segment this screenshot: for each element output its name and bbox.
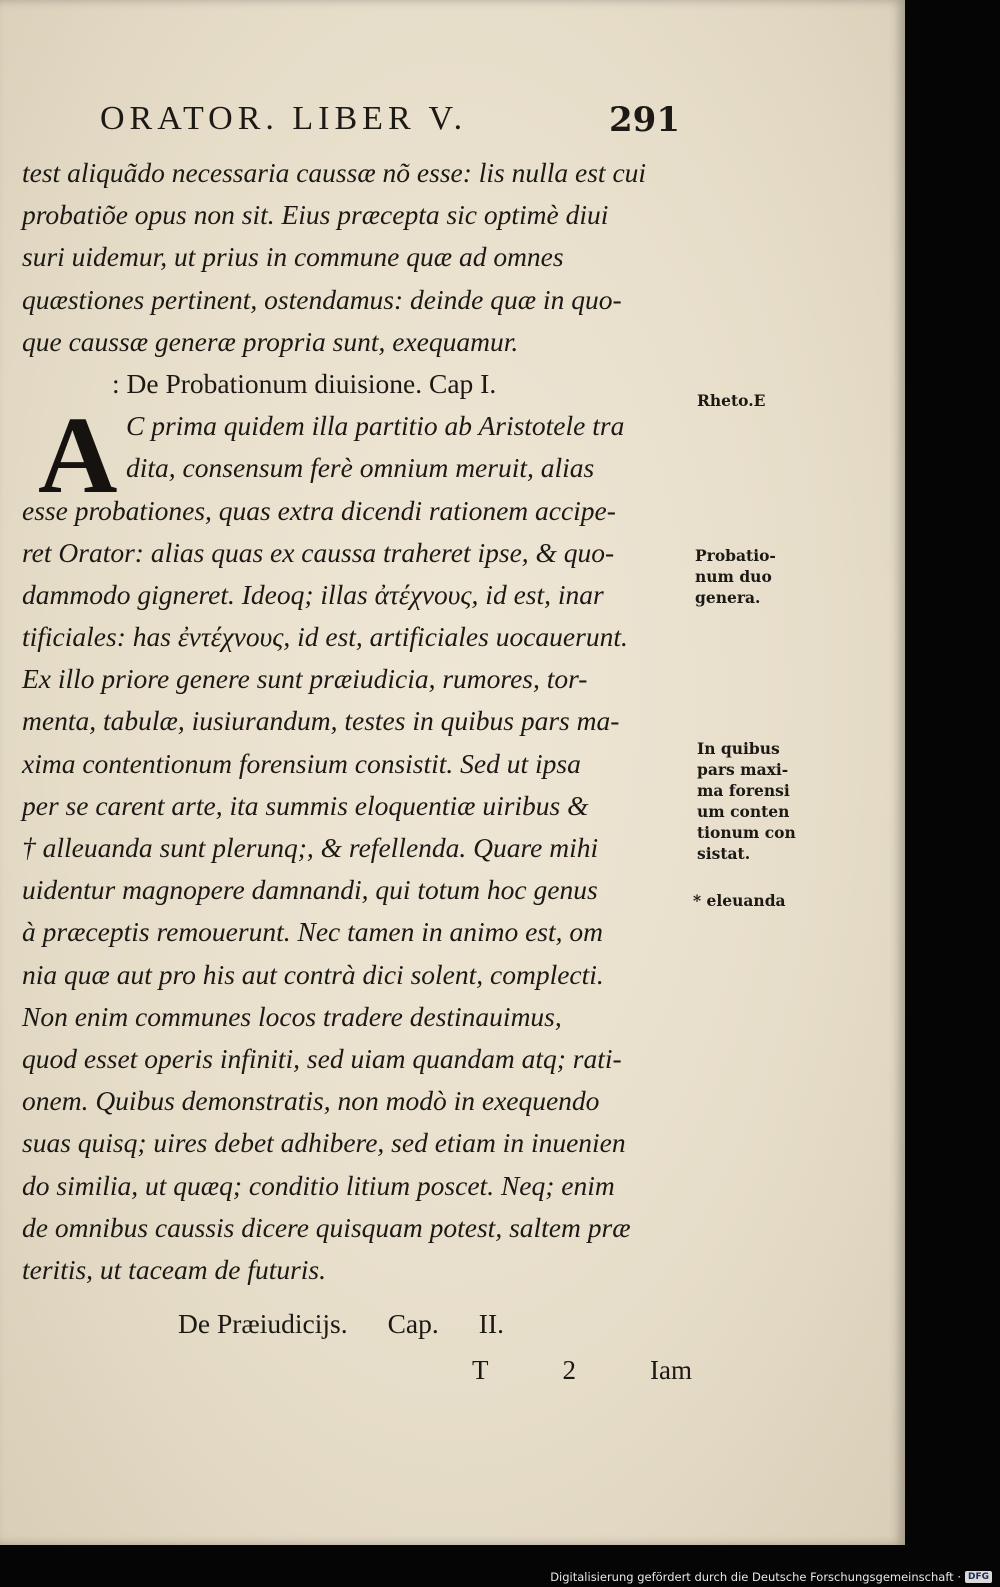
text-line: suas quisq; uires debet adhibere, sed etiam in inuenien (22, 1127, 626, 1159)
running-title: ORATOR. LIBER V. (100, 100, 468, 137)
margin-note-line: tionum con (697, 823, 796, 842)
credit-text: Digitalisierung gefördert durch die Deutsche Forschungsgemeinschaft · (550, 1570, 961, 1584)
text-line: C prima quidem illa partitio ab Aristotele tra (126, 410, 625, 442)
drop-cap-initial: A (38, 394, 118, 516)
margin-note-line: Probatio- (695, 546, 776, 565)
margin-note-alleuanda: * eleuanda (693, 891, 786, 910)
margin-note-rheto: Rheto.E (697, 391, 766, 410)
margin-note-line: num duo (695, 567, 772, 586)
margin-note-line: pars maxi- (697, 760, 789, 779)
text-line: teritis, ut taceam de futuris. (22, 1253, 327, 1285)
text-line: per se carent arte, ita summis eloquentiæ uiribus & (22, 789, 589, 821)
text-line: tificiales: has ἐντέχνους, id est, artificiales uocauerunt. (22, 621, 628, 653)
text-line: menta, tabulæ, iusiurandum, testes in quibus pars ma- (22, 705, 620, 737)
text-line: quod esset operis infiniti, sed uiam quandam atq; rati- (22, 1042, 622, 1074)
text-line: dita, consensum ferè omnium meruit, alias (126, 452, 595, 484)
chapter-number: II. (478, 1308, 504, 1339)
chapter-heading: : De Probationum diuisione. Cap I. (112, 367, 497, 399)
text-line: xima contentionum forensium consistit. Sed ut ipsa (22, 747, 581, 779)
margin-note-in-quibus (697, 738, 796, 864)
text-line: † alleuanda sunt plerunq;, & refellenda. Quare mihi (22, 832, 599, 863)
text-line: probatiõe opus non sit. Eius præcepta sic optimè diui (22, 199, 609, 231)
signature-number: 2 (562, 1355, 576, 1385)
text-line: test aliquãdo necessaria caussæ nõ esse: lis nulla est cui (22, 157, 647, 188)
text-line: Non enim communes locos tradere destinauimus, (22, 1000, 562, 1032)
text-line: nia quæ aut pro his aut contrà dici solent, complecti. (22, 958, 604, 990)
text-line: quæstiones pertinent, ostendamus: deinde quæ in quo- (22, 283, 622, 315)
chapter-title: De Præiudicijs. (178, 1308, 348, 1339)
margin-note-line: In quibus (697, 739, 780, 758)
chapter-heading-2 (178, 1308, 578, 1340)
running-header (100, 100, 680, 140)
chapter-cap: Cap. (387, 1308, 439, 1339)
page-number: 291 (609, 100, 680, 140)
text-line: suri uidemur, ut prius in commune quæ ad omnes (22, 241, 564, 273)
digitization-credit (550, 1570, 992, 1584)
text-line: uidentur magnopere damnandi, qui totum hoc genus (22, 874, 598, 906)
margin-note-line: ma forensi (697, 781, 790, 800)
margin-note-line: genera. (695, 588, 761, 607)
signature-mark: T (472, 1355, 489, 1385)
text-line: de omnibus caussis dicere quisquam potest, saltem præ (22, 1211, 631, 1243)
dfg-logo: DFG (965, 1571, 992, 1583)
text-line: do similia, ut quæq; conditio litium poscet. Neq; enim (22, 1169, 615, 1201)
text-line: que caussæ generæ propria sunt, exequamur. (22, 325, 519, 357)
margin-note-line: sistat. (697, 844, 751, 863)
text-line: ret Orator: alias quas ex caussa traheret ipse, & quo- (22, 536, 615, 568)
text-line: Ex illo priore genere sunt præiudicia, rumores, tor- (22, 663, 588, 695)
page-footer (472, 1355, 692, 1386)
text-line: à præceptis remouerunt. Nec tamen in animo est, om (22, 916, 603, 948)
catchword: Iam (650, 1355, 692, 1385)
text-line: onem. Quibus demonstratis, non modò in exequendo (22, 1085, 600, 1117)
text-line: esse probationes, quas extra dicendi rationem accipe- (22, 494, 616, 526)
margin-note-probationum (695, 545, 776, 608)
margin-note-line: um conten (697, 802, 790, 821)
main-text (22, 152, 702, 1291)
text-line: dammodo gigneret. Ideoq; illas ἀτέχνους, id est, inar (22, 578, 604, 610)
